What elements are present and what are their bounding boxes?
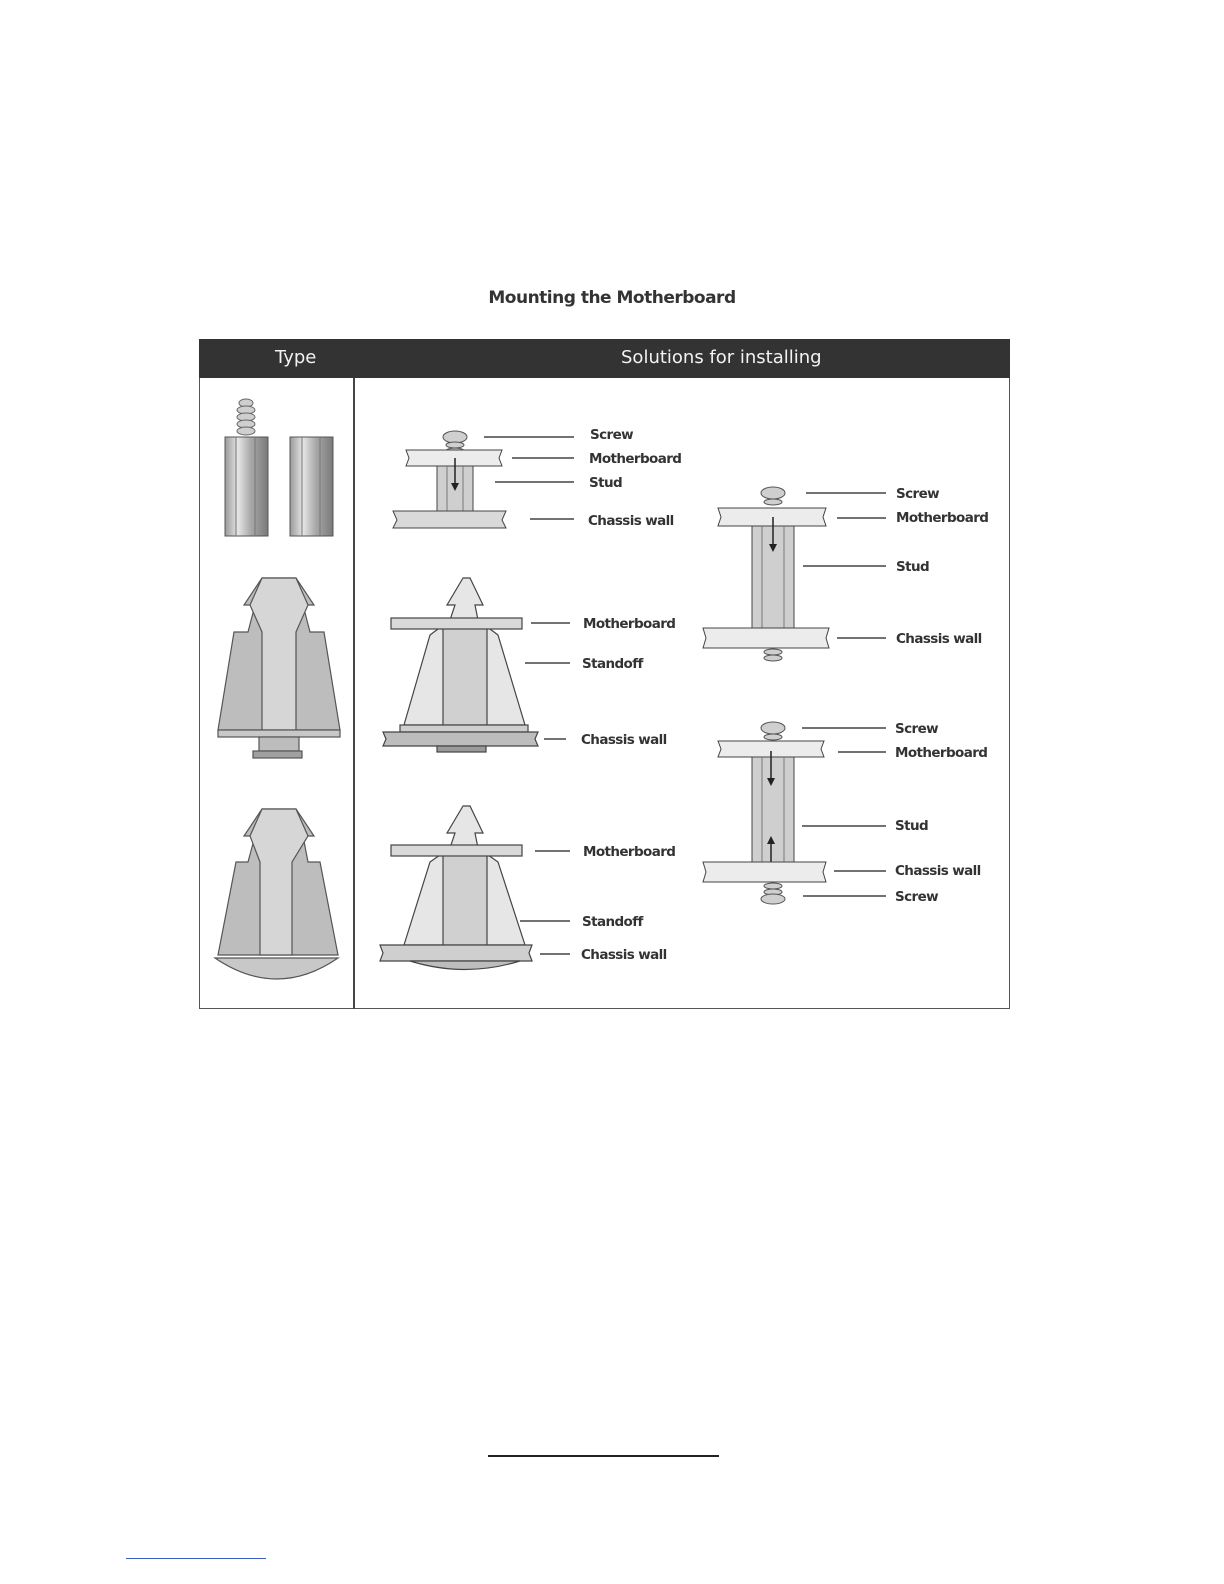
double-screw-stud-assembly <box>703 722 826 904</box>
label-standoff-2: Standoff <box>582 914 643 930</box>
footer-rule <box>488 1455 719 1457</box>
standoff-curved-assembly <box>380 806 532 970</box>
label-screw-2: Screw <box>896 486 940 502</box>
label-screw: Screw <box>590 427 634 443</box>
column-header-solutions: Solutions for installing <box>621 347 822 368</box>
label-stud-3: Stud <box>895 818 929 834</box>
footer-link-underline <box>126 1558 266 1559</box>
standoff-base-assembly <box>383 578 538 752</box>
label-chassis-wall-2: Chassis wall <box>581 732 667 748</box>
stud-screw-assembly <box>393 431 506 528</box>
label-standoff: Standoff <box>582 656 643 672</box>
threaded-stud-icon <box>225 399 268 536</box>
threaded-stud-assembly <box>703 487 829 661</box>
label-stud-2: Stud <box>896 559 930 575</box>
label-chassis-wall: Chassis wall <box>588 513 674 529</box>
plain-stud-icon <box>290 437 333 536</box>
label-screw-3: Screw <box>895 721 939 737</box>
label-stud: Stud <box>589 475 623 491</box>
label-motherboard-4: Motherboard <box>896 510 989 526</box>
label-motherboard: Motherboard <box>589 451 682 467</box>
label-motherboard-5: Motherboard <box>895 745 988 761</box>
label-chassis-wall-3: Chassis wall <box>581 947 667 963</box>
column-header-type: Type <box>275 347 317 368</box>
label-motherboard-3: Motherboard <box>583 844 676 860</box>
label-motherboard-2: Motherboard <box>583 616 676 632</box>
label-chassis-wall-4: Chassis wall <box>896 631 982 647</box>
page-title: Mounting the Motherboard <box>488 288 736 308</box>
standoff-curved-icon <box>215 809 338 979</box>
standoff-base-icon <box>218 578 340 758</box>
label-chassis-wall-5: Chassis wall <box>895 863 981 879</box>
label-screw-4: Screw <box>895 889 939 905</box>
